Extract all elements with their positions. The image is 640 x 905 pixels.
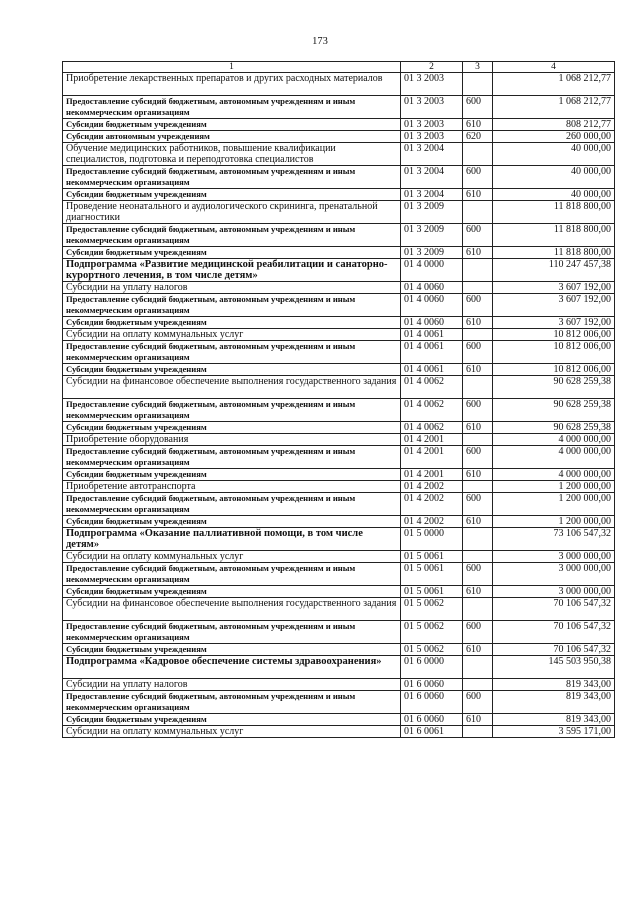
row-type-cell bbox=[463, 528, 493, 551]
row-type-cell bbox=[463, 726, 493, 738]
table-row bbox=[63, 341, 615, 364]
row-sum-cell: 11 818 800,00 bbox=[493, 224, 615, 247]
table-row bbox=[63, 329, 615, 341]
row-type-cell bbox=[463, 259, 493, 282]
row-code-cell: 01 3 2009 bbox=[401, 247, 463, 259]
row-code-cell: 01 4 0061 bbox=[401, 364, 463, 376]
row-code-cell: 01 5 0062 bbox=[401, 621, 463, 644]
row-sum-cell: 10 812 006,00 bbox=[493, 341, 615, 364]
page-number: 173 bbox=[312, 36, 328, 47]
row-code-cell: 01 3 2009 bbox=[401, 224, 463, 247]
table-row bbox=[63, 364, 615, 376]
row-name-cell: Подпрограмма «Кадровое обеспечение системы здравоохранения» bbox=[63, 656, 401, 679]
row-sum-cell: 3 000 000,00 bbox=[493, 551, 615, 563]
row-type-cell: 610 bbox=[463, 317, 493, 329]
row-code-cell: 01 5 0061 bbox=[401, 551, 463, 563]
row-type-cell bbox=[463, 656, 493, 679]
row-sum-cell: 145 503 950,38 bbox=[493, 656, 615, 679]
row-sum-cell: 90 628 259,38 bbox=[493, 376, 615, 399]
row-name-cell: Субсидии на финансовое обеспечение выполнения государственного задания bbox=[63, 376, 401, 399]
row-code-cell: 01 4 2002 bbox=[401, 481, 463, 493]
table-row bbox=[63, 294, 615, 317]
row-name-cell: Субсидии бюджетным учреждениям bbox=[63, 317, 401, 329]
row-name-cell: Субсидии бюджетным учреждениям bbox=[63, 644, 401, 656]
table-body bbox=[63, 73, 615, 738]
row-code-cell: 01 4 2001 bbox=[401, 434, 463, 446]
row-name-cell: Субсидии бюджетным учреждениям bbox=[63, 119, 401, 131]
table-row bbox=[63, 131, 615, 143]
row-sum-cell: 3 607 192,00 bbox=[493, 282, 615, 294]
row-sum-cell: 3 000 000,00 bbox=[493, 586, 615, 598]
table-row bbox=[63, 679, 615, 691]
table-row bbox=[63, 422, 615, 434]
row-sum-cell: 70 106 547,32 bbox=[493, 644, 615, 656]
row-code-cell: 01 4 0062 bbox=[401, 399, 463, 422]
row-type-cell: 620 bbox=[463, 131, 493, 143]
row-code-cell: 01 4 0060 bbox=[401, 282, 463, 294]
row-name-cell: Субсидии бюджетным учреждениям bbox=[63, 516, 401, 528]
table-row bbox=[63, 166, 615, 189]
column-header: 3 bbox=[463, 62, 493, 73]
table-row bbox=[63, 247, 615, 259]
row-type-cell: 600 bbox=[463, 294, 493, 317]
row-name-cell: Субсидии бюджетным учреждениям bbox=[63, 422, 401, 434]
row-code-cell: 01 3 2003 bbox=[401, 73, 463, 96]
row-sum-cell: 3 607 192,00 bbox=[493, 317, 615, 329]
row-sum-cell: 4 000 000,00 bbox=[493, 469, 615, 481]
row-code-cell: 01 3 2003 bbox=[401, 131, 463, 143]
row-code-cell: 01 3 2004 bbox=[401, 143, 463, 166]
row-code-cell: 01 4 0062 bbox=[401, 376, 463, 399]
column-header: 2 bbox=[401, 62, 463, 73]
table-row bbox=[63, 119, 615, 131]
row-sum-cell: 40 000,00 bbox=[493, 143, 615, 166]
row-type-cell bbox=[463, 598, 493, 621]
row-code-cell: 01 4 0060 bbox=[401, 317, 463, 329]
table-row bbox=[63, 376, 615, 399]
row-sum-cell: 11 818 800,00 bbox=[493, 247, 615, 259]
row-name-cell: Подпрограмма «Оказание паллиативной помощи, в том числе детям» bbox=[63, 528, 401, 551]
row-code-cell: 01 4 2001 bbox=[401, 446, 463, 469]
row-code-cell: 01 4 0060 bbox=[401, 294, 463, 317]
row-code-cell: 01 3 2004 bbox=[401, 189, 463, 201]
row-name-cell: Предоставление субсидий бюджетным, автономным учреждениям и иным некоммерческим организациям bbox=[63, 691, 401, 714]
row-type-cell bbox=[463, 143, 493, 166]
row-code-cell: 01 5 0062 bbox=[401, 598, 463, 621]
row-code-cell: 01 6 0060 bbox=[401, 714, 463, 726]
row-type-cell: 600 bbox=[463, 341, 493, 364]
table-row bbox=[63, 259, 615, 282]
row-sum-cell: 1 200 000,00 bbox=[493, 481, 615, 493]
row-sum-cell: 40 000,00 bbox=[493, 189, 615, 201]
row-code-cell: 01 4 0061 bbox=[401, 329, 463, 341]
header-row bbox=[63, 62, 615, 73]
row-name-cell: Предоставление субсидий бюджетным, автономным учреждениям и иным некоммерческим организациям bbox=[63, 563, 401, 586]
row-code-cell: 01 6 0060 bbox=[401, 691, 463, 714]
row-name-cell: Субсидии на оплату коммунальных услуг bbox=[63, 551, 401, 563]
row-name-cell: Приобретение автотранспорта bbox=[63, 481, 401, 493]
table-row bbox=[63, 493, 615, 516]
row-code-cell: 01 3 2003 bbox=[401, 119, 463, 131]
row-sum-cell: 3 000 000,00 bbox=[493, 563, 615, 586]
row-type-cell: 610 bbox=[463, 644, 493, 656]
row-sum-cell: 1 068 212,77 bbox=[493, 96, 615, 119]
row-name-cell: Субсидии бюджетным учреждениям bbox=[63, 247, 401, 259]
row-code-cell: 01 6 0061 bbox=[401, 726, 463, 738]
row-sum-cell: 4 000 000,00 bbox=[493, 434, 615, 446]
column-header: 1 bbox=[63, 62, 401, 73]
table-row bbox=[63, 224, 615, 247]
row-type-cell: 600 bbox=[463, 691, 493, 714]
budget-table bbox=[62, 61, 615, 738]
row-name-cell: Субсидии бюджетным учреждениям bbox=[63, 189, 401, 201]
row-sum-cell: 40 000,00 bbox=[493, 166, 615, 189]
row-name-cell: Субсидии бюджетным учреждениям bbox=[63, 364, 401, 376]
row-type-cell: 610 bbox=[463, 189, 493, 201]
table-row bbox=[63, 481, 615, 493]
row-name-cell: Субсидии на уплату налогов bbox=[63, 282, 401, 294]
row-name-cell: Предоставление субсидий бюджетным, автономным учреждениям и иным некоммерческим организациям bbox=[63, 294, 401, 317]
row-type-cell bbox=[463, 434, 493, 446]
table-row bbox=[63, 516, 615, 528]
row-code-cell: 01 5 0061 bbox=[401, 563, 463, 586]
table-row bbox=[63, 551, 615, 563]
row-sum-cell: 70 106 547,32 bbox=[493, 598, 615, 621]
row-name-cell: Субсидии автономным учреждениям bbox=[63, 131, 401, 143]
row-sum-cell: 3 595 171,00 bbox=[493, 726, 615, 738]
table-row bbox=[63, 563, 615, 586]
table-row bbox=[63, 282, 615, 294]
table-row bbox=[63, 189, 615, 201]
table-row bbox=[63, 726, 615, 738]
table-row bbox=[63, 446, 615, 469]
table-row bbox=[63, 528, 615, 551]
row-sum-cell: 4 000 000,00 bbox=[493, 446, 615, 469]
row-sum-cell: 819 343,00 bbox=[493, 714, 615, 726]
row-sum-cell: 73 106 547,32 bbox=[493, 528, 615, 551]
column-header: 4 bbox=[493, 62, 615, 73]
table-row bbox=[63, 586, 615, 598]
row-type-cell bbox=[463, 201, 493, 224]
row-name-cell: Предоставление субсидий бюджетным, автономным учреждениям и иным некоммерческим организациям bbox=[63, 493, 401, 516]
row-name-cell: Субсидии на уплату налогов bbox=[63, 679, 401, 691]
row-sum-cell: 10 812 006,00 bbox=[493, 364, 615, 376]
row-sum-cell: 819 343,00 bbox=[493, 691, 615, 714]
row-sum-cell: 1 200 000,00 bbox=[493, 493, 615, 516]
row-name-cell: Субсидии бюджетным учреждениям bbox=[63, 586, 401, 598]
row-type-cell: 610 bbox=[463, 119, 493, 131]
row-code-cell: 01 4 2002 bbox=[401, 516, 463, 528]
row-type-cell: 600 bbox=[463, 563, 493, 586]
row-name-cell: Предоставление субсидий бюджетным, автономным учреждениям и иным некоммерческим организациям bbox=[63, 224, 401, 247]
table-row bbox=[63, 691, 615, 714]
row-code-cell: 01 5 0000 bbox=[401, 528, 463, 551]
row-sum-cell: 1 200 000,00 bbox=[493, 516, 615, 528]
row-code-cell: 01 4 0062 bbox=[401, 422, 463, 434]
row-sum-cell: 1 068 212,77 bbox=[493, 73, 615, 96]
row-sum-cell: 808 212,77 bbox=[493, 119, 615, 131]
row-type-cell: 600 bbox=[463, 493, 493, 516]
row-sum-cell: 10 812 006,00 bbox=[493, 329, 615, 341]
table-row bbox=[63, 399, 615, 422]
row-code-cell: 01 5 0061 bbox=[401, 586, 463, 598]
row-sum-cell: 90 628 259,38 bbox=[493, 399, 615, 422]
row-sum-cell: 110 247 457,38 bbox=[493, 259, 615, 282]
row-name-cell: Проведение неонатального и аудиологического скрининга, пренатальной диагностики bbox=[63, 201, 401, 224]
row-type-cell bbox=[463, 329, 493, 341]
row-name-cell: Субсидии бюджетным учреждениям bbox=[63, 714, 401, 726]
row-name-cell: Предоставление субсидий бюджетным, автономным учреждениям и иным некоммерческим организациям bbox=[63, 399, 401, 422]
row-code-cell: 01 4 0000 bbox=[401, 259, 463, 282]
row-type-cell: 610 bbox=[463, 586, 493, 598]
row-sum-cell: 90 628 259,38 bbox=[493, 422, 615, 434]
table-row bbox=[63, 598, 615, 621]
row-type-cell: 600 bbox=[463, 399, 493, 422]
table-row bbox=[63, 714, 615, 726]
table-row bbox=[63, 644, 615, 656]
row-name-cell: Предоставление субсидий бюджетным, автономным учреждениям и иным некоммерческим организациям bbox=[63, 166, 401, 189]
row-name-cell: Предоставление субсидий бюджетным, автономным учреждениям и иным некоммерческим организациям bbox=[63, 341, 401, 364]
table-row bbox=[63, 317, 615, 329]
row-code-cell: 01 4 0061 bbox=[401, 341, 463, 364]
row-name-cell: Субсидии на оплату коммунальных услуг bbox=[63, 329, 401, 341]
row-name-cell: Предоставление субсидий бюджетным, автономным учреждениям и иным некоммерческим организациям bbox=[63, 96, 401, 119]
table-row bbox=[63, 656, 615, 679]
row-type-cell bbox=[463, 282, 493, 294]
row-code-cell: 01 3 2004 bbox=[401, 166, 463, 189]
row-type-cell: 600 bbox=[463, 96, 493, 119]
row-type-cell: 600 bbox=[463, 166, 493, 189]
row-type-cell: 610 bbox=[463, 422, 493, 434]
row-name-cell: Подпрограмма «Развитие медицинской реабилитации и санаторно-курортного лечения, в том числе детям» bbox=[63, 259, 401, 282]
row-name-cell: Субсидии на финансовое обеспечение выполнения государственного задания bbox=[63, 598, 401, 621]
row-sum-cell: 819 343,00 bbox=[493, 679, 615, 691]
table-header bbox=[63, 62, 615, 73]
row-type-cell: 600 bbox=[463, 621, 493, 644]
row-sum-cell: 70 106 547,32 bbox=[493, 621, 615, 644]
row-type-cell: 610 bbox=[463, 714, 493, 726]
row-name-cell: Приобретение лекарственных препаратов и других расходных материалов bbox=[63, 73, 401, 96]
row-type-cell: 610 bbox=[463, 364, 493, 376]
row-type-cell: 610 bbox=[463, 516, 493, 528]
row-name-cell: Обучение медицинских работников, повышение квалификации специалистов, подготовка и переподготовка специалистов bbox=[63, 143, 401, 166]
row-type-cell bbox=[463, 73, 493, 96]
row-code-cell: 01 3 2003 bbox=[401, 96, 463, 119]
table-row bbox=[63, 621, 615, 644]
table-row bbox=[63, 143, 615, 166]
row-type-cell bbox=[463, 679, 493, 691]
row-type-cell: 600 bbox=[463, 446, 493, 469]
row-name-cell: Предоставление субсидий бюджетным, автономным учреждениям и иным некоммерческим организациям bbox=[63, 446, 401, 469]
table-row bbox=[63, 73, 615, 96]
row-code-cell: 01 4 2001 bbox=[401, 469, 463, 481]
row-sum-cell: 11 818 800,00 bbox=[493, 201, 615, 224]
row-type-cell bbox=[463, 376, 493, 399]
row-sum-cell: 3 607 192,00 bbox=[493, 294, 615, 317]
table-row bbox=[63, 201, 615, 224]
row-code-cell: 01 6 0060 bbox=[401, 679, 463, 691]
row-code-cell: 01 5 0062 bbox=[401, 644, 463, 656]
row-sum-cell: 260 000,00 bbox=[493, 131, 615, 143]
row-code-cell: 01 3 2009 bbox=[401, 201, 463, 224]
row-code-cell: 01 4 2002 bbox=[401, 493, 463, 516]
row-type-cell: 610 bbox=[463, 247, 493, 259]
row-name-cell: Субсидии бюджетным учреждениям bbox=[63, 469, 401, 481]
table-row bbox=[63, 469, 615, 481]
row-type-cell bbox=[463, 481, 493, 493]
row-name-cell: Предоставление субсидий бюджетным, автономным учреждениям и иным некоммерческим организациям bbox=[63, 621, 401, 644]
table-row bbox=[63, 434, 615, 446]
row-type-cell bbox=[463, 551, 493, 563]
row-name-cell: Субсидии на оплату коммунальных услуг bbox=[63, 726, 401, 738]
row-code-cell: 01 6 0000 bbox=[401, 656, 463, 679]
row-type-cell: 600 bbox=[463, 224, 493, 247]
table-row bbox=[63, 96, 615, 119]
row-type-cell: 610 bbox=[463, 469, 493, 481]
row-name-cell: Приобретение оборудования bbox=[63, 434, 401, 446]
